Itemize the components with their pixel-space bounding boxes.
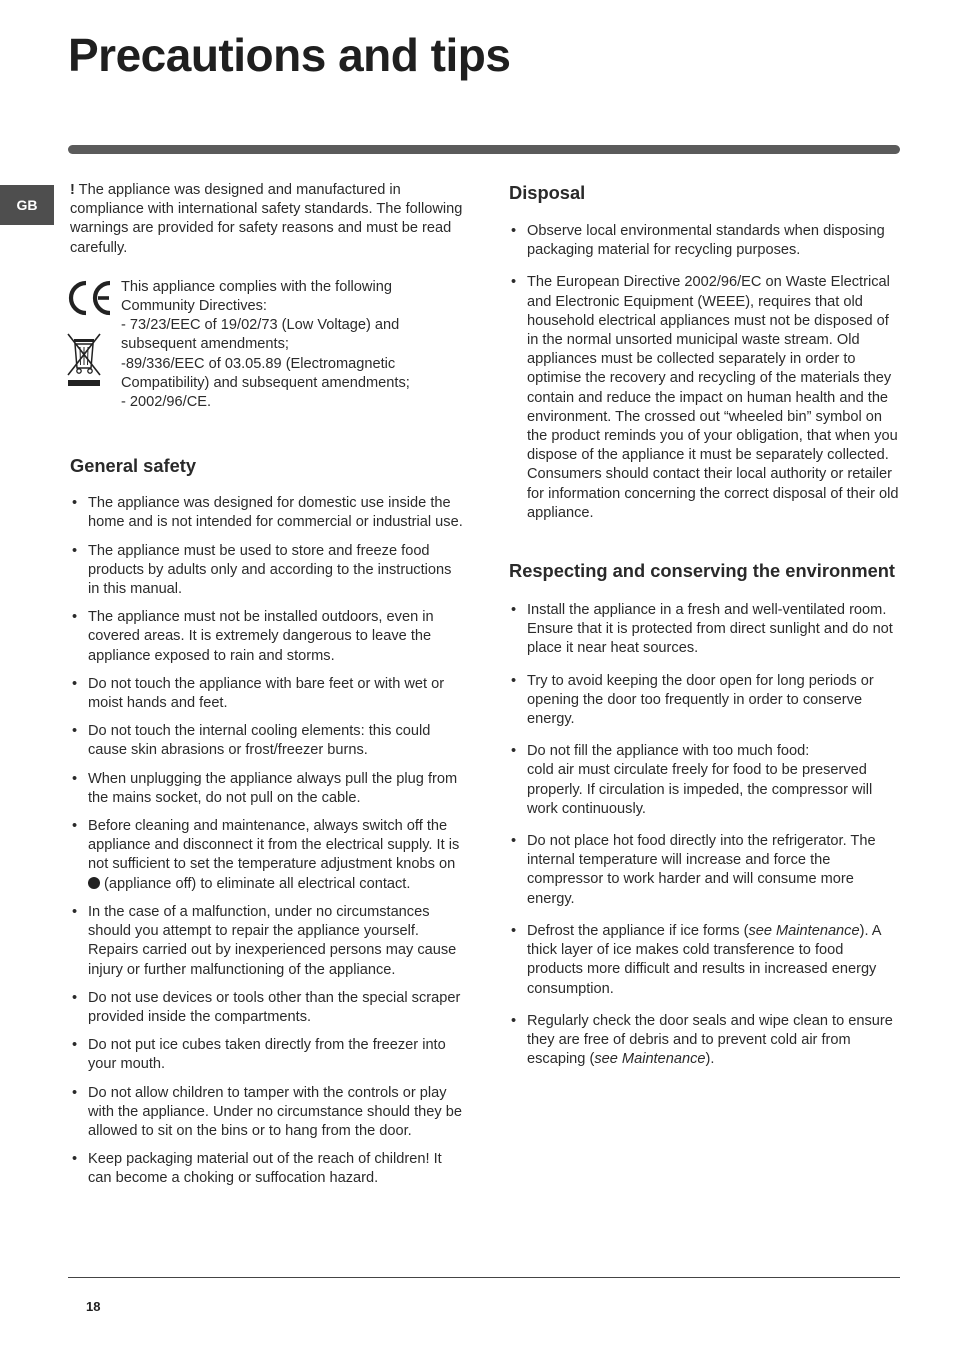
compliance-block xyxy=(70,278,464,412)
list-item: • Do not put ice cubes taken directly from the freezer into your mouth. xyxy=(70,1036,464,1074)
list-item: • In the case of a malfunction, under no circumstances should you attempt to repair the appliance yourself. Repairs carried out by inexperienced persons may cause injury or further malfunctioning of the appliance. xyxy=(70,903,464,980)
list-item: • The European Directive 2002/96/EC on Waste Electrical and Electronic Equipment (WEEE), requires that old household electrical appliances must not be disposed of in the normal unsorted municipal waste stream. Old appliances must be collected separately in order to optimise the recovery and recycling of the materials they contain and reduce the impact on human health and the environment. The crossed out “wheeled bin” symbol on the product reminds you of your obligation, that when you dispose of the appliance it must be separately collected. Consumers should contact their local authority or retailer for information concerning the correct disposal of their old appliance. xyxy=(509,273,903,523)
list-item: • The appliance must be used to store and freeze food products by adults only and according to the instructions in this manual. xyxy=(70,542,464,600)
header-divider xyxy=(68,145,900,154)
list-item: • Regularly check the door seals and wipe clean to ensure they are free of debris and to prevent cold air from escaping (see Maintenance). xyxy=(509,1012,903,1070)
footer-divider xyxy=(68,1277,900,1278)
knob-off-dot-icon xyxy=(88,877,100,889)
compliance-line: - 2002/96/CE. xyxy=(121,394,212,411)
compliance-line: This appliance complies with the following Community Directives: xyxy=(121,278,392,315)
list-item: • The appliance must not be installed outdoors, even in covered areas. It is extremely dangerous to leave the appliance exposed to rain and storms. xyxy=(70,608,464,666)
list-item: • Do not touch the internal cooling elements: this could cause skin abrasions or frost/freezer burns. xyxy=(70,722,464,760)
maintenance-reference: see Maintenance xyxy=(748,922,860,939)
list-item: • The appliance was designed for domestic use inside the home and is not intended for commercial or industrial use. xyxy=(70,494,464,532)
list-item: • Do not use devices or tools other than the special scraper provided inside the compartments. xyxy=(70,989,464,1027)
left-column xyxy=(70,181,464,1198)
intro-text: The appliance was designed and manufactured in compliance with international safety standards. The following warnings are provided for safety reasons and must be read carefully. xyxy=(70,182,463,256)
disposal-list xyxy=(509,222,903,523)
crossed-wheeled-bin-icon xyxy=(67,332,103,388)
language-tab: GB xyxy=(0,185,54,225)
ce-mark-icon xyxy=(67,278,115,318)
environment-list xyxy=(509,601,903,1069)
maintenance-reference: see Maintenance xyxy=(594,1051,706,1068)
list-item: • Install the appliance in a fresh and well-ventilated room. Ensure that it is protected from direct sunlight and do not place it near heat sources. xyxy=(509,601,903,659)
list-item: • Do not fill the appliance with too much food: cold air must circulate freely for food to be preserved properly. If circulation is impeded, the compressor will work continuously. xyxy=(509,742,903,819)
page-title: Precautions and tips xyxy=(68,29,511,81)
intro-warning xyxy=(70,181,464,258)
list-item: • Keep packaging material out of the reach of children! It can become a choking or suffocation hazard. xyxy=(70,1150,464,1188)
warning-mark: ! xyxy=(70,182,75,198)
compliance-line: - 73/23/EEC of 19/02/73 (Low Voltage) and subsequent amendments; xyxy=(121,317,400,353)
list-item: • Defrost the appliance if ice forms (see Maintenance). A thick layer of ice makes cold transference to food products more difficult and results in increased energy consumption. xyxy=(509,922,903,999)
page-number: 18 xyxy=(86,1299,101,1314)
environment-heading: Respecting and conserving the environment xyxy=(509,560,896,582)
general-safety-list xyxy=(70,494,464,1188)
list-item: • Do not allow children to tamper with the controls or play with the appliance. Under no circumstance should they be allowed to sit on the bins or to hang from the door. xyxy=(70,1084,464,1142)
list-item: • Do not touch the appliance with bare feet or with wet or moist hands and feet. xyxy=(70,675,464,713)
list-item: • Before cleaning and maintenance, always switch off the appliance and disconnect it from the electrical supply. It is not sufficient to set the temperature adjustment knobs on (appliance off) to eliminate all electrical contact. xyxy=(70,817,464,894)
list-item: • Try to avoid keeping the door open for long periods or opening the door too frequently in order to conserve energy. xyxy=(509,672,903,730)
list-item: • Do not place hot food directly into the refrigerator. The internal temperature will increase and force the compressor to work harder and will consume more energy. xyxy=(509,832,903,909)
general-safety-heading: General safety xyxy=(70,455,197,477)
compliance-line: -89/336/EEC of 03.05.89 (Electromagnetic Compatibility) and subsequent amendments; xyxy=(121,355,410,391)
list-item: • When unplugging the appliance always pull the plug from the mains socket, do not pull on the cable. xyxy=(70,770,464,808)
right-column xyxy=(509,181,903,1082)
disposal-heading: Disposal xyxy=(509,182,586,203)
list-item: • Observe local environmental standards when disposing packaging material for recycling purposes. xyxy=(509,222,903,260)
